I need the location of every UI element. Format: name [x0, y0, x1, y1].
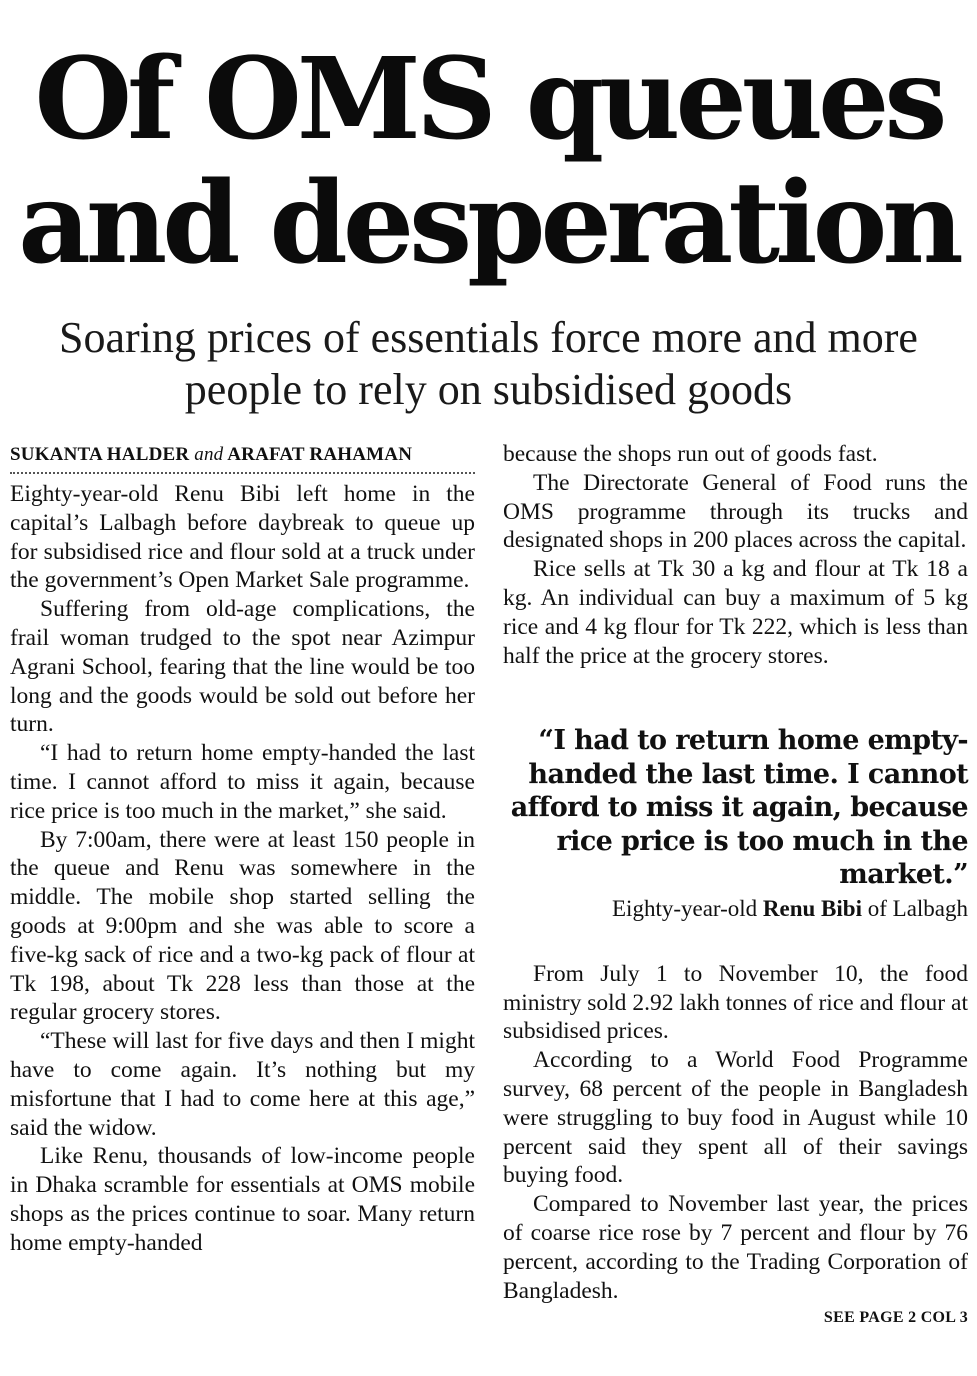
subheadline: Soaring prices of essentials force more and more people to rely on subsidised goods: [59, 313, 918, 414]
right-column-body-top: [503, 440, 968, 670]
attribution-suffix: of Lalbagh: [867, 895, 968, 921]
body-paragraph: “I had to return home empty-handed the last time. I cannot afford to miss it again, because rice price is too much in the market,” she said.: [10, 740, 475, 824]
body-paragraph: Eighty-year-old Renu Bibi left home in the capital’s Lalbagh before daybreak to queue up for subsidised rice and flour sold at a truck under the government’s Open Market Sale programme.: [10, 481, 475, 594]
body-paragraph: By 7:00am, there were at least 150 people in the queue and Renu was somewhere in the middle. The mobile shop started selling the goods at 9:00pm and she was able to score a five-kg sack of rice and a two-kg pack of flour at Tk 198, about Tk 228 less than those at the regular grocery stores.: [10, 826, 475, 1026]
body-paragraph: According to a World Food Programme survey, 68 percent of the people in Bangladesh were struggling to buy food in August while 10 percent said they spent all of their savings buying food.: [503, 1047, 968, 1189]
byline: [10, 440, 475, 474]
continued-on-page-link[interactable]: SEE PAGE 2 COL 3: [823, 1309, 968, 1327]
pull-quote: “I had to return home empty-handed the last time. I cannot afford to miss it again, because rice price is too much in the market.”: [510, 725, 968, 891]
body-paragraph: Suffering from old-age complications, the frail woman trudged to the spot near Azimpur Agrani School, fearing that the line would be too long and the goods would be sold out before her turn.: [10, 596, 475, 738]
byline-author-2: ARAFAT RAHAMAN: [227, 444, 413, 465]
headline: [0, 34, 977, 289]
pull-quote-attribution: [503, 894, 968, 924]
attribution-prefix: Eighty-year-old: [612, 895, 758, 921]
body-paragraph: “These will last for five days and then I might have to come again. It’s nothing but my misfortune that I had to come here at this age,” said the widow.: [10, 1028, 475, 1141]
body-paragraph-continued: because the shops run out of goods fast.: [503, 441, 878, 467]
headline-line-2: and desperation: [18, 158, 959, 289]
headline-line-1: Of OMS queues: [34, 34, 943, 165]
right-column-body-bottom: [503, 960, 968, 1306]
body-paragraph: Like Renu, thousands of low-income people in Dhaka scramble for essentials at OMS mobile shops as the prices continue to soar. Many return home empty-handed: [10, 1143, 475, 1256]
left-column: [10, 440, 475, 1258]
byline-author-1: SUKANTA HALDER: [10, 444, 190, 465]
byline-joiner: and: [194, 444, 224, 465]
body-paragraph: From July 1 to November 10, the food ministry sold 2.92 lakh tonnes of rice and flour at subsidised prices.: [503, 960, 968, 1045]
body-paragraph: The Directorate General of Food runs the OMS programme through its trucks and designated shops in 200 places across the capital.: [503, 469, 968, 554]
left-column-body: [10, 480, 475, 1258]
body-paragraph: Compared to November last year, the prices of coarse rice rose by 7 percent and flour by 76 percent, according to the Trading Corporation of Bangladesh.: [503, 1191, 968, 1304]
attribution-name: Renu Bibi: [762, 895, 862, 921]
right-column: [503, 440, 968, 1329]
body-paragraph: Rice sells at Tk 30 a kg and flour at Tk 18 a kg. An individual can buy a maximum of 5 kg rice and 4 kg flour for Tk 222, which is less than half the price at the grocery stores.: [503, 556, 968, 669]
